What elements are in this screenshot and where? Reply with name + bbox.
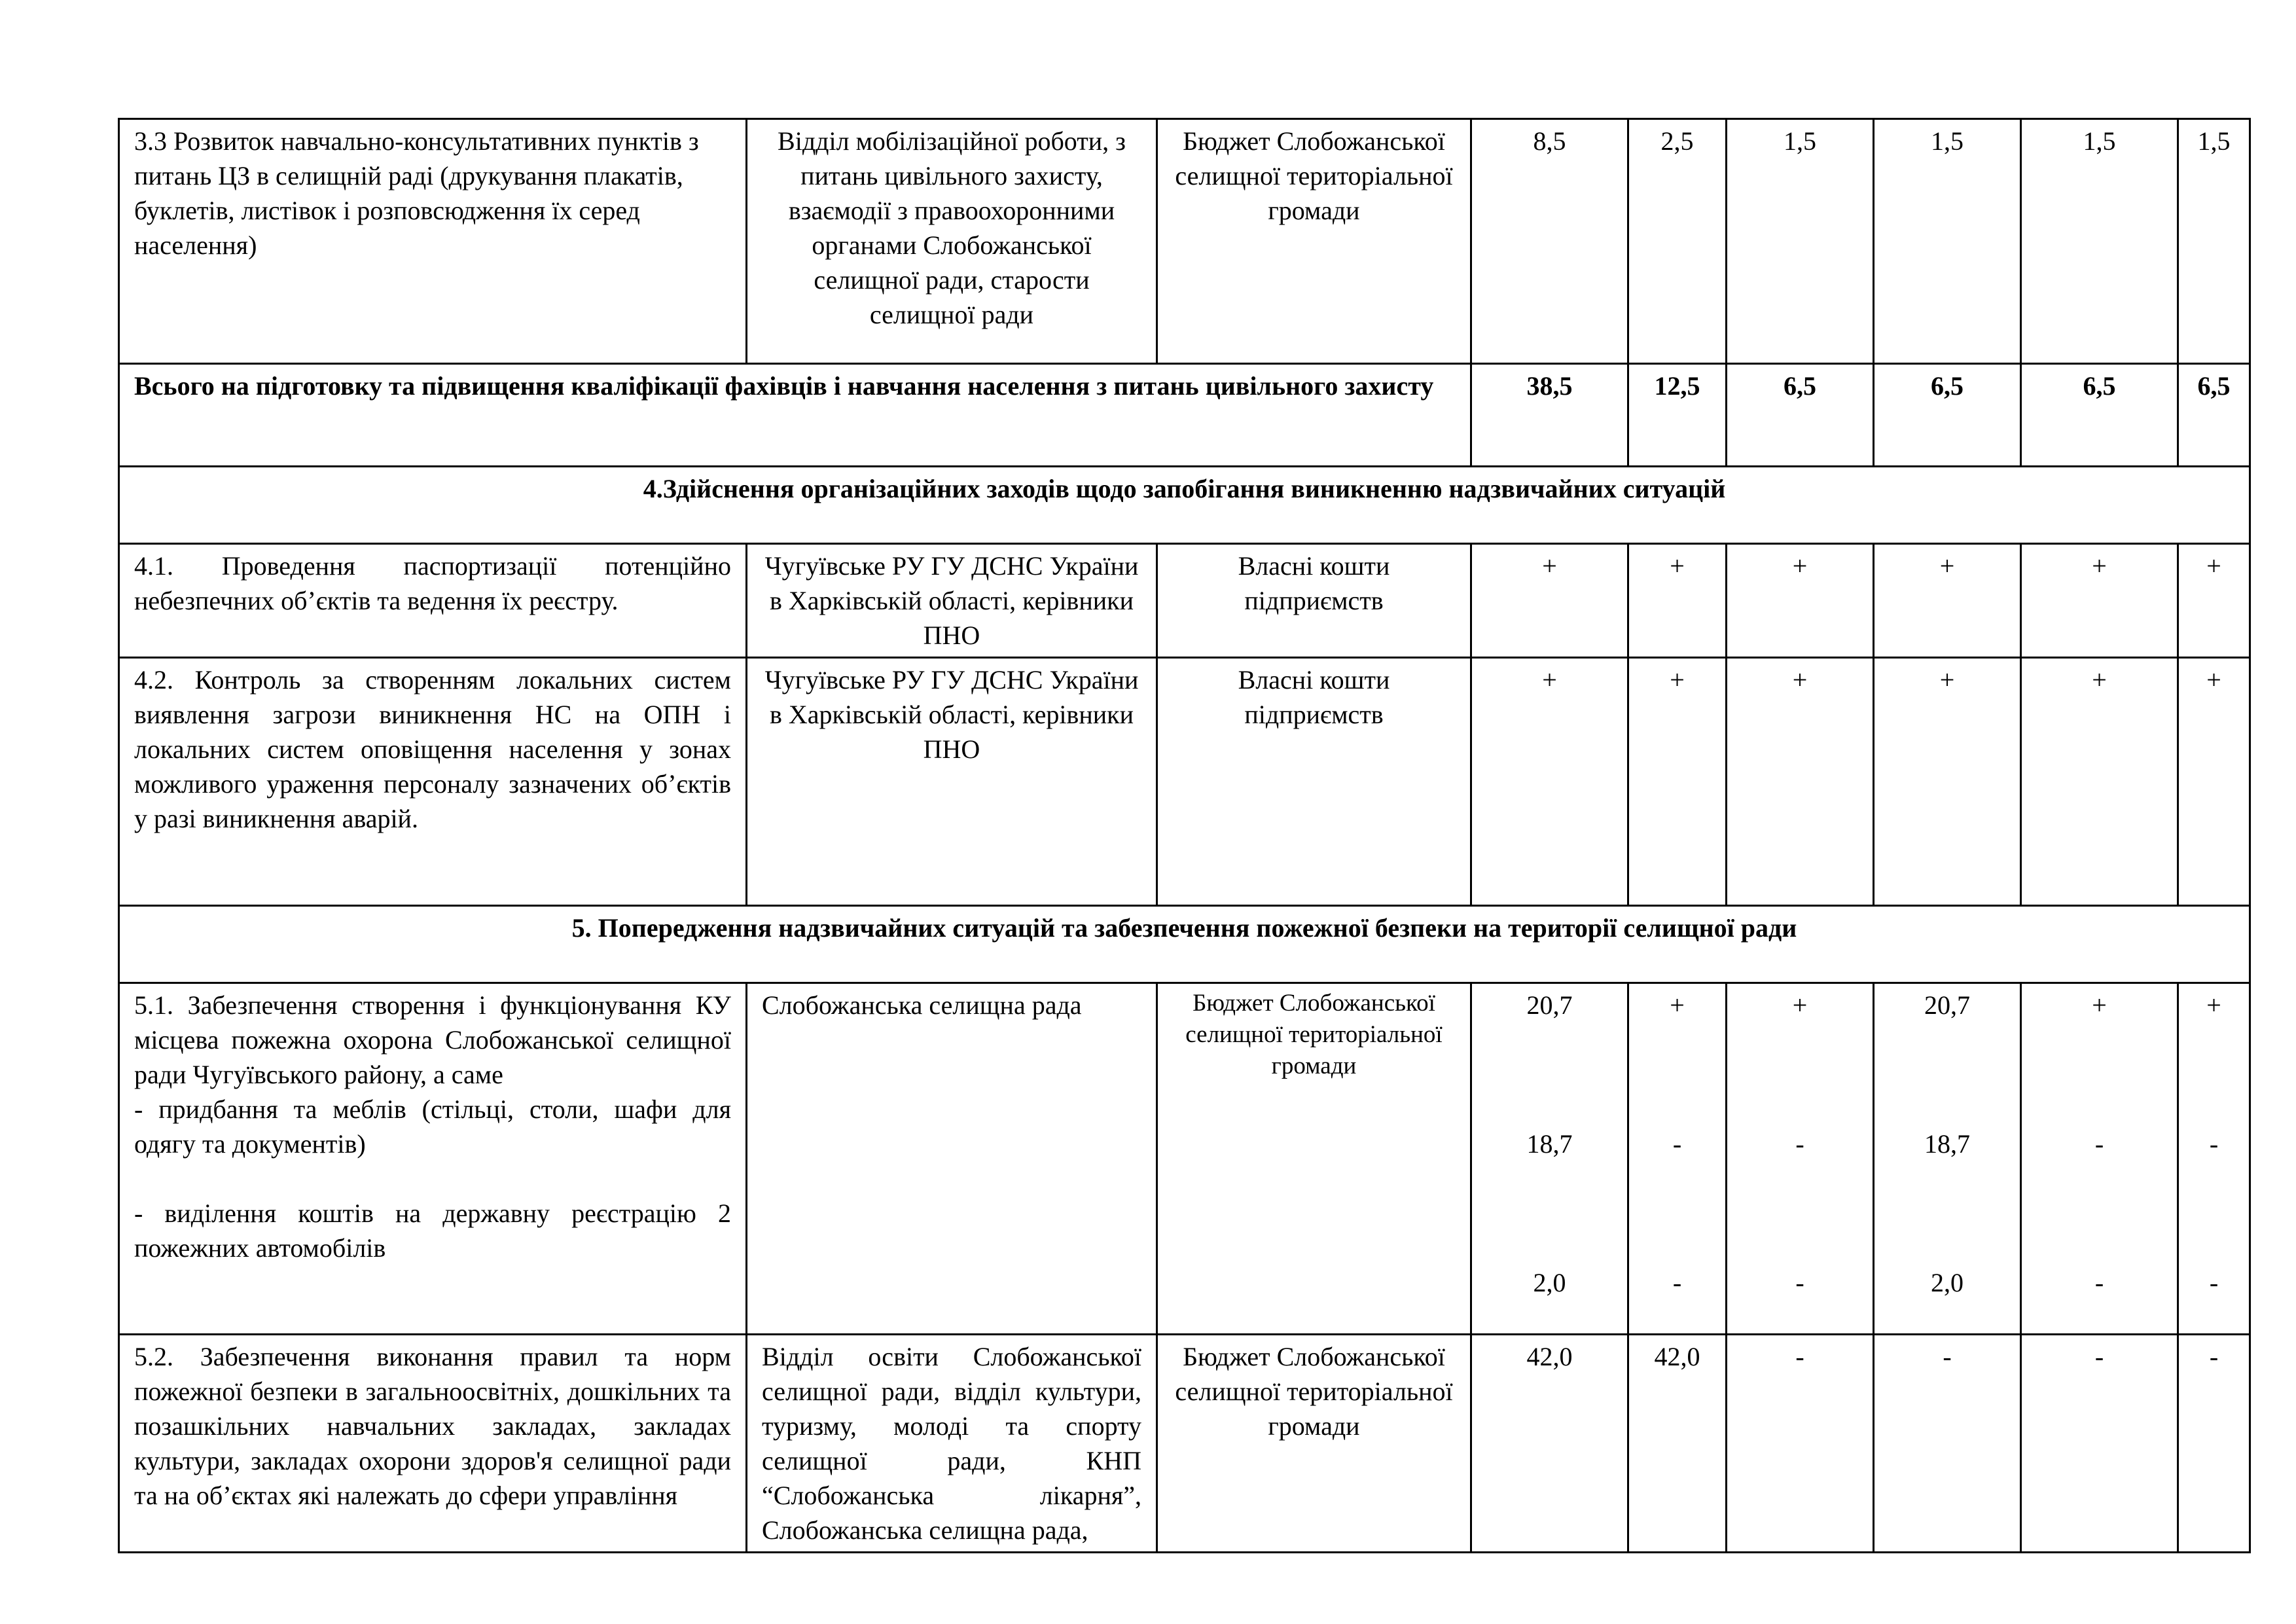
value-sub-2: 2,0 [1931,1268,1964,1297]
value-main: + [1670,990,1685,1020]
value-year-2: + [1727,544,1874,658]
source-cell: Бюджет Слобожанської селищної територіальної громади [1157,983,1471,1335]
value-main: 20,7 [1924,990,1970,1020]
value-main: + [1792,990,1808,1020]
executor-cell: Відділ мобілізаційної роботи, з питань цивільного захисту, взаємодії з правоохоронними органами Слобожанської селищної ради, старости селищної ради [747,119,1157,364]
value-year-5 [2178,983,2250,1335]
executor-cell: Слобожанська селищна рада [747,983,1157,1335]
value-sub-1: 18,7 [1526,1129,1573,1159]
value-year-2 [1727,983,1874,1335]
executor-cell: Чугуївське РУ ГУ ДСНС України в Харківській області, керівники ПНО [747,658,1157,906]
measure-main-text: 5.1. Забезпечення створення і функціонування КУ місцева пожежна охорона Слобожанської селищної ради Чугуївського району, а саме [134,990,731,1089]
source-cell: Власні кошти підприємств [1157,544,1471,658]
value-year-4: + [2021,544,2178,658]
value-year-4: 1,5 [2021,119,2178,364]
value-main: + [2206,990,2221,1020]
value-year-3: + [1874,544,2021,658]
value-year-1 [1628,983,1727,1335]
total-year-3: 6,5 [1874,364,2021,467]
value-sub-2: - [2094,1268,2104,1297]
value-sub-1: 18,7 [1924,1129,1970,1159]
table-row [119,119,2250,364]
value-main: + [2092,990,2107,1020]
total-label: Всього на підготовку та підвищення кваліфікації фахівців і навчання населення з питань цивільного захисту [119,364,1471,467]
value-total: + [1471,544,1628,658]
table-row [119,658,2250,906]
measure-sub-2: - виділення коштів на державну реєстрацію 2 пожежних автомобілів [134,1199,731,1263]
measure-cell: 4.2. Контроль за створенням локальних систем виявлення загрози виникнення НС на ОПН і локальних систем оповіщення населення у зонах можливого ураження персоналу зазначених об’єктів у разі виникнення аварій. [119,658,747,906]
value-year-4 [2021,983,2178,1335]
measure-cell: 4.1. Проведення паспортизації потенційно небезпечних об’єктів та ведення їх реєстру. [119,544,747,658]
total-row [119,364,2250,467]
value-year-1: + [1628,658,1727,906]
value-sub-2: - [1795,1268,1804,1297]
section-5-title: 5. Попередження надзвичайних ситуацій та забезпечення пожежної безпеки на території селищної ради [119,906,2250,983]
source-cell: Бюджет Слобожанської селищної територіальної громади [1157,119,1471,364]
value-year-5: + [2178,658,2250,906]
measure-cell: 5.2. Забезпечення виконання правил та норм пожежної безпеки в загальноосвітніх, дошкільних та позашкільних навчальних закладах, закладах культури, закладах охорони здоров'я селищної ради та на об’єктах які належать до сфери управління [119,1335,747,1553]
value-year-3: - [1874,1335,2021,1553]
total-year-1: 12,5 [1628,364,1727,467]
value-sub-2: 2,0 [1533,1268,1566,1297]
value-year-4: + [2021,658,2178,906]
value-year-3: + [1874,658,2021,906]
total-year-4: 6,5 [2021,364,2178,467]
section-header-row [119,467,2250,544]
value-year-2: 1,5 [1727,119,1874,364]
value-year-5: 1,5 [2178,119,2250,364]
executor-cell: Чугуївське РУ ГУ ДСНС України в Харківській області, керівники ПНО [747,544,1157,658]
total-year-2: 6,5 [1727,364,1874,467]
value-year-2: - [1727,1335,1874,1553]
section-header-row [119,906,2250,983]
value-year-5: + [2178,544,2250,658]
value-year-1: + [1628,544,1727,658]
value-total: 8,5 [1471,119,1628,364]
total-year-5: 6,5 [2178,364,2250,467]
value-year-3 [1874,983,2021,1335]
table-row [119,983,2250,1335]
table-row [119,1335,2250,1553]
source-cell: Бюджет Слобожанської селищної територіальної громади [1157,1335,1471,1553]
value-year-4: - [2021,1335,2178,1553]
value-year-2: + [1727,658,1874,906]
value-year-3: 1,5 [1874,119,2021,364]
value-sub-1: - [1672,1129,1682,1159]
measure-cell: 3.3 Розвиток навчально-консультативних пунктів з питань ЦЗ в селищній раді (друкування плакатів, буклетів, листівок і розповсюдження їх серед населення) [119,119,747,364]
value-total: + [1471,658,1628,906]
value-year-1: 2,5 [1628,119,1727,364]
value-sub-2: - [1672,1268,1682,1297]
section-4-title: 4.Здійснення організаційних заходів щодо запобігання виникненню надзвичайних ситуацій [119,467,2250,544]
value-main: 20,7 [1526,990,1573,1020]
executor-cell: Відділ освіти Слобожанської селищної ради, відділ культури, туризму, молоді та спорту селищної ради, КНП “Слобожанська лікарня”, Слобожанська селищна рада, [747,1335,1157,1553]
value-sub-1: - [2094,1129,2104,1159]
value-total: 42,0 [1471,1335,1628,1553]
value-sub-1: - [2209,1129,2219,1159]
programme-table [118,118,2251,1553]
measure-sub-1: - придбання та меблів (стільці, столи, шафи для одягу та документів) [134,1094,731,1159]
value-total [1471,983,1628,1335]
table-row [119,544,2250,658]
value-sub-1: - [1795,1129,1804,1159]
value-year-1: 42,0 [1628,1335,1727,1553]
value-sub-2: - [2209,1268,2219,1297]
measure-cell [119,983,747,1335]
value-year-5: - [2178,1335,2250,1553]
total-value: 38,5 [1471,364,1628,467]
source-cell: Власні кошти підприємств [1157,658,1471,906]
